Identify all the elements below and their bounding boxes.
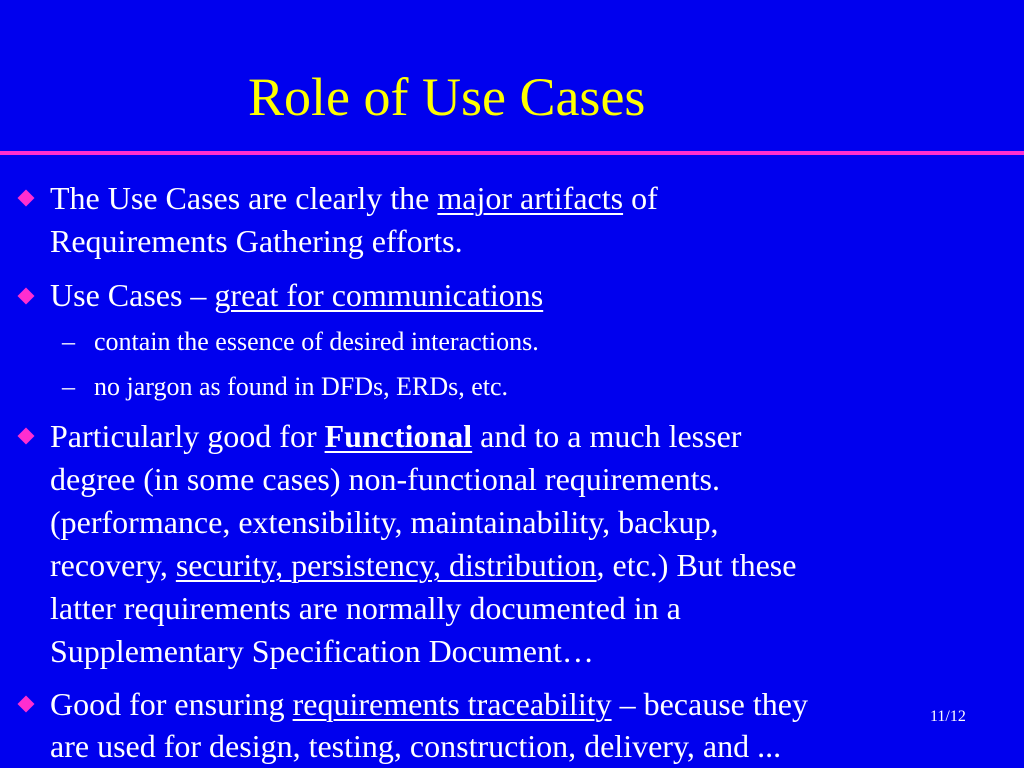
bullet-line: (performance, extensibility, maintainability, backup, [50,504,719,540]
diamond-bullet-icon [18,428,35,445]
dash-marker: – [62,372,75,401]
bullet-line: latter requirements are normally documented in a [50,590,681,626]
dash-marker: – [62,327,75,356]
bullet-emphasis: security, persistency, distribution [175,547,597,583]
bullet-text: Particularly good for [50,418,325,454]
diamond-bullet-icon [18,190,35,207]
bullet-text: Use Cases – [50,277,215,313]
page-number: 11/12 [930,708,966,725]
bullet-line [50,544,796,587]
sub-bullet-text: no jargon as found in DFDs, ERDs, etc. [94,372,509,401]
bullet-emphasis: major artifacts [437,180,624,216]
bullet-line [50,683,808,726]
bullet-text: Good for ensuring [50,686,293,722]
bullet-text: and to a much lesser [472,418,742,454]
sub-bullet-text: contain the essence of desired interactions. [94,327,539,356]
bullet-emphasis: requirements traceability [292,686,612,722]
diamond-bullet-icon [18,288,35,305]
bullet-text: The Use Cases are clearly the [50,180,438,216]
bullet-text: recovery, [50,547,176,583]
bullet-line [50,274,543,317]
bullet-line: degree (in some cases) non-functional requirements. [50,461,720,497]
bullet-text: – because they [611,686,808,722]
bullet-line: Supplementary Specification Document… [50,633,594,669]
bullet-emphasis: great for communications [214,277,544,313]
bullet-emphasis: Functional [324,418,473,454]
bullet-line: Requirements Gathering efforts. [50,223,463,259]
bullet-text: , etc.) But these [596,547,797,583]
diamond-bullet-icon [18,696,35,713]
bullet-line [50,177,658,220]
bullet-text: of [623,180,658,216]
slide-title: Role of Use Cases [248,67,646,127]
bullet-line: are used for design, testing, construction, delivery, and ... [50,728,782,764]
bullet-line [50,415,741,458]
